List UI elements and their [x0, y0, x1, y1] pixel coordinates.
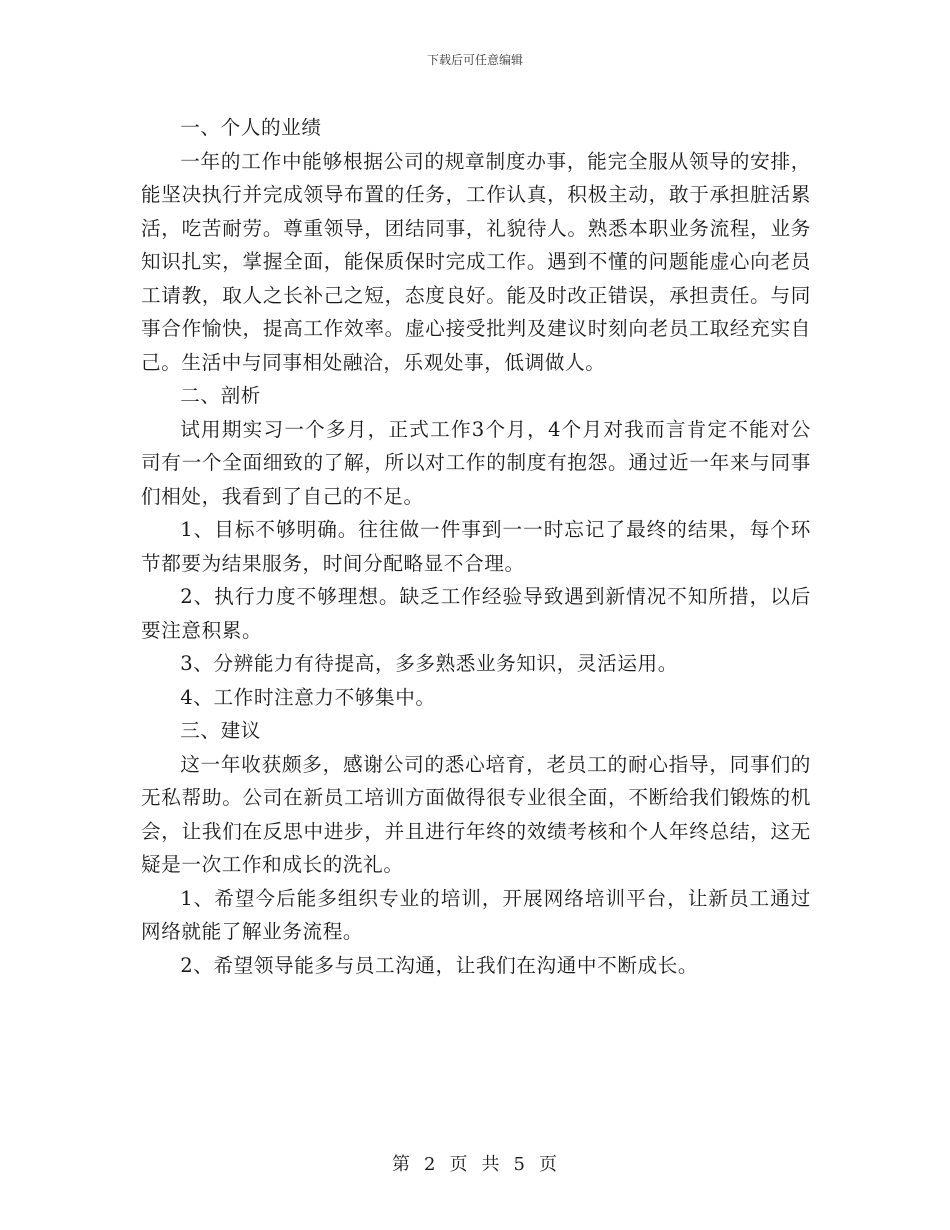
page-header: 下载后可任意编辑: [426, 53, 523, 67]
section-heading-analysis: 二、剖析: [180, 384, 261, 407]
list-item-analysis-1: 1、目标不够明确。往往做一件事到一一时忘记了最终的结果，每个环节都要为结果服务，时间分配略显不合理。: [141, 518, 811, 575]
paragraph-suggestions-intro: 这一年收获颇多，感谢公司的悉心培育，老员工的耐心指导，同事们的无私帮助。公司在新员工培训方面做得很专业很全面，不断给我们锻炼的机会，让我们在反思中进步，并且进行年终的效绩考核和个人年终总结，这无疑是一次工作和成长的洗礼。: [141, 752, 811, 876]
list-item-analysis-4: 4、工作时注意力不够集中。: [180, 685, 436, 709]
document-body: [141, 111, 811, 982]
section-heading-performance: 一、个人的业绩: [180, 116, 322, 139]
list-item-analysis-2: 2、执行力度不够理想。缺乏工作经验导致遇到新情况不知所措，以后要注意积累。: [141, 585, 811, 642]
paragraph-analysis-intro: 试用期实习一个多月，正式工作3个月，4个月对我而言肯定不能对公司有一个全面细致的了解，所以对工作的制度有抱怨。通过近一年来与同事们相处，我看到了自己的不足。: [141, 417, 811, 508]
list-item-suggestion-1: 1、希望今后能多组织专业的培训，开展网络培训平台，让新员工通过网络就能了解业务流程。: [141, 886, 811, 943]
paragraph-performance: 一年的工作中能够根据公司的规章制度办事，能完全服从领导的安排，能坚决执行并完成领导布置的任务，工作认真，积极主动，敢于承担脏活累活，吃苦耐劳。尊重领导，团结同事，礼貌待人。熟悉本职业务流程，业务知识扎实，掌握全面，能保质保时完成工作。遇到不懂的问题能虚心向老员工请教，取人之长补己之短，态度良好。能及时改正错误，承担责任。与同事合作愉快，提高工作效率。虚心接受批判及建议时刻向老员工取经充实自己。生活中与同事相处融洽，乐观处事，低调做人。: [141, 149, 811, 374]
list-item-analysis-3: 3、分辨能力有待提高，多多熟悉业务知识，灵活运用。: [180, 652, 678, 675]
page-number-footer: 第 2 页 共 5 页: [391, 1154, 558, 1175]
section-heading-suggestions: 三、建议: [180, 719, 261, 742]
list-item-suggestion-2: 2、希望领导能多与员工沟通，让我们在沟通中不断成长。: [180, 953, 699, 977]
